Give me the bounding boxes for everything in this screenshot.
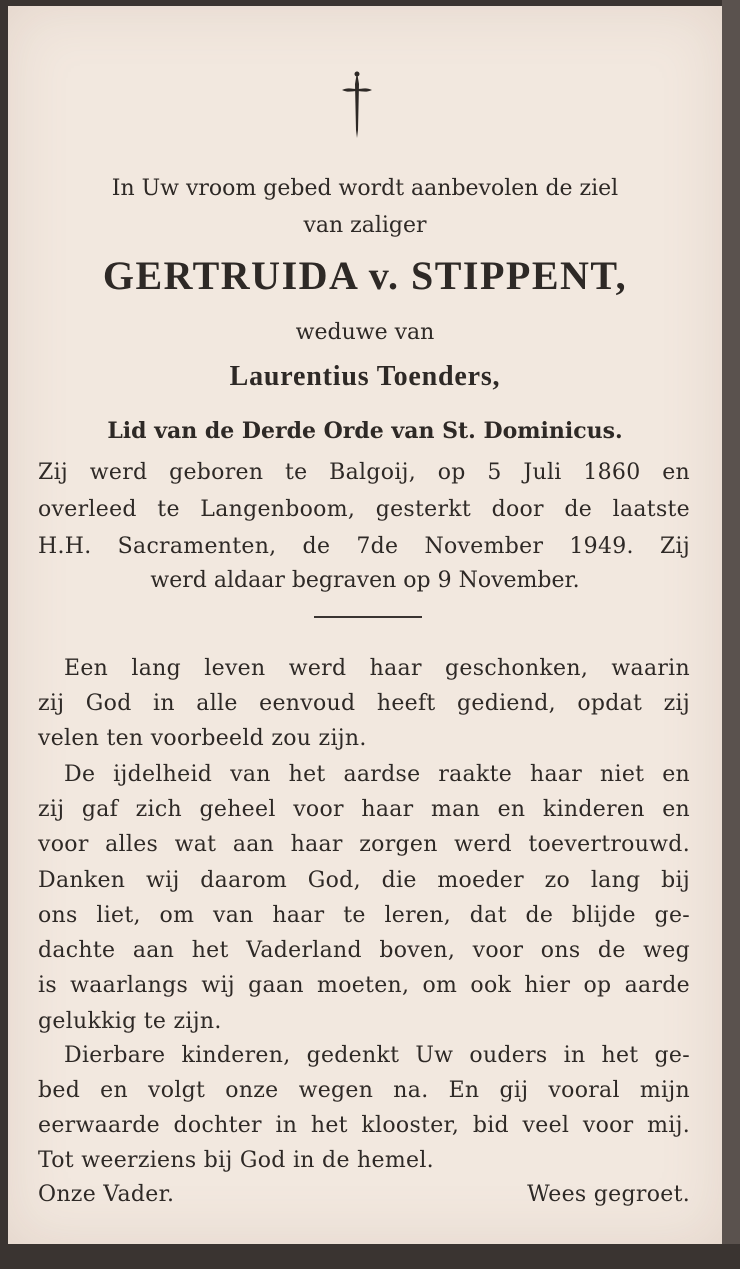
intro-line-2: van zaliger xyxy=(303,213,427,238)
prayer-left: Onze Vader. xyxy=(38,1182,175,1207)
bio-line: Zij werd geboren te Balgoij, op 5 Juli 1860 en xyxy=(38,460,690,485)
widow-of-label: weduwe van xyxy=(295,320,435,345)
intro-line-1: In Uw vroom gebed wordt aanbevolen de ziel xyxy=(111,176,619,201)
bio-line: H.H. Sacramenten, de 7de November 1949. Zij xyxy=(38,534,690,559)
bio-line: werd aldaar begraven op 9 November. xyxy=(150,568,580,593)
body-line: gelukkig te zijn. xyxy=(38,1009,222,1034)
body-line: zij gaf zich geheel voor haar man en kinderen en xyxy=(38,797,690,822)
body-line: velen ten voorbeeld zou zijn. xyxy=(38,726,367,751)
body-line: Een lang leven werd haar geschonken, waarin xyxy=(64,656,690,681)
body-line: Tot weerziens bij God in de hemel. xyxy=(38,1148,434,1173)
deceased-name: GERTRUIDA v. STIPPENT, xyxy=(102,253,628,298)
body-line: voor alles wat aan haar zorgen werd toevertrouwd. xyxy=(38,832,690,857)
body-line: zij God in alle eenvoud heeft gediend, opdat zij xyxy=(38,691,690,716)
divider-rule xyxy=(314,616,422,618)
body-line: ons liet, om van haar te leren, dat de blijde ge- xyxy=(38,903,690,928)
body-line: dachte aan het Vaderland boven, voor ons de weg xyxy=(38,938,690,963)
cross-icon xyxy=(340,70,374,140)
card-edge-bottom xyxy=(0,1244,740,1269)
bio-line: overleed te Langenboom, gesterkt door de laatste xyxy=(38,497,690,522)
body-line: Danken wij daarom God, die moeder zo lang bij xyxy=(38,868,690,893)
body-line: De ijdelheid van het aardse raakte haar niet en xyxy=(64,762,690,787)
body-line: is waarlangs wij gaan moeten, om ook hier op aarde xyxy=(38,973,690,998)
body-line: eerwaarde dochter in het klooster, bid veel voor mij. xyxy=(38,1113,690,1138)
card-edge-right xyxy=(722,0,740,1269)
body-line: Dierbare kinderen, gedenkt Uw ouders in het ge- xyxy=(64,1043,690,1068)
prayer-right: Wees gegroet. xyxy=(527,1182,690,1207)
husband-name: Laurentius Toenders, xyxy=(229,361,501,392)
body-line: bed en volgt onze wegen na. En gij vooral mijn xyxy=(38,1078,690,1103)
membership-line: Lid van de Derde Orde van St. Dominicus. xyxy=(107,418,623,444)
